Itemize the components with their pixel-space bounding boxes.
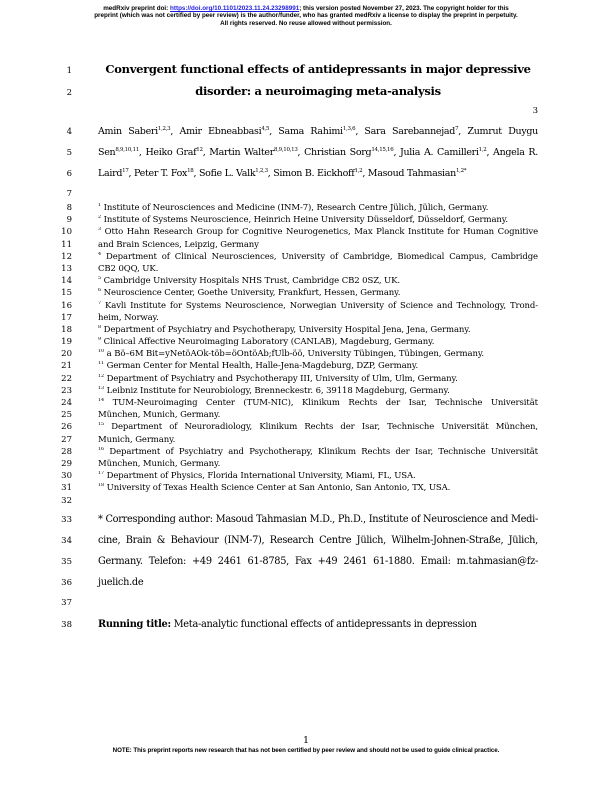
line-number: 18	[61, 324, 72, 335]
document-line	[56, 535, 538, 556]
line-text: Amin Saberi$^{1,2,3}$, Amir Ebneabbasi$^{4,5}$, Sama Rahimi$^{1,3,6}$, Sara Sarebannejad$^7$, Zumrut Duygu	[98, 126, 538, 137]
footer-note: NOTE: This preprint reports new research that has not been certified by peer review and should not be used to guide clinical practice.	[112, 747, 500, 754]
line-text: $^{14}$ TUM-Neuroimaging Center (TUM-NIC), Klinikum Rechts der Isar, Technische Universität	[98, 398, 538, 408]
document-lines	[56, 62, 538, 640]
line-number: 16	[61, 300, 72, 311]
line-text: $^7$ Kavli Institute for Systems Neuroscience, Norwegian University of Science and Technology, Trond-	[98, 300, 538, 311]
document-line	[56, 556, 538, 577]
line-text: CB2 0QQ, UK.	[98, 263, 159, 274]
document-line	[56, 619, 538, 640]
line-number: 5	[66, 148, 72, 158]
line-number: 33	[61, 514, 72, 525]
line-text: $^{15}$ Department of Neuroradiology, Klinikum Rechts der Isar, Technische Universität München,	[98, 422, 538, 433]
document-line	[56, 459, 538, 471]
document-line	[56, 62, 538, 84]
document-line	[56, 325, 538, 337]
line-number: 32	[61, 495, 72, 506]
line-text: München, Munich, Germany.	[98, 410, 221, 421]
line-text: Running title: Meta-analytic functional effects of antidepressants in depression	[98, 618, 477, 630]
line-text: München, Munich, Germany.	[98, 458, 221, 469]
line-number: 19	[61, 337, 72, 348]
line-text: Convergent functional effects of antidepressants in major depressive	[105, 62, 531, 76]
document-line	[56, 264, 538, 276]
line-number: 36	[61, 577, 72, 588]
document-line	[56, 410, 538, 422]
document-line	[56, 203, 538, 215]
line-number: 29	[61, 458, 72, 469]
line-number: 37	[61, 597, 72, 608]
line-text: $^{18}$ University of Texas Health Science Center at San Antonio, San Antonio, TX, USA.	[98, 483, 451, 494]
line-number: 23	[61, 385, 72, 396]
document-line	[56, 301, 538, 313]
line-text: $^4$ Department of Clinical Neurosciences, University of Cambridge, Biomedical Campus, Cambridge	[98, 251, 538, 262]
line-number: 34	[61, 535, 72, 546]
document-line	[56, 514, 538, 535]
line-number: 35	[61, 556, 72, 567]
line-number: 26	[61, 422, 72, 433]
line-number: 30	[61, 471, 72, 482]
document-line	[56, 288, 538, 300]
line-number: 7	[66, 189, 72, 199]
line-text: $^{13}$ Leibniz Institute for Neurobiology, Brenneckestr. 6, 39118 Magdeburg, Germany.	[98, 385, 450, 396]
line-text: juelich.de	[98, 576, 144, 588]
line-text: $^3$ Otto Hahn Research Group for Cognitive Neurogenetics, Max Planck Institute for Human Cognitive	[98, 227, 538, 238]
doi-link[interactable]: https://doi.org/10.1101/2023.11.24.23298991	[170, 5, 300, 12]
document-line	[56, 398, 538, 410]
document-line	[56, 252, 538, 264]
line-number: 38	[61, 619, 72, 630]
line-text: cine, Brain & Behaviour (INM-7), Research Centre Jülich, Wilhelm-Johnen-Straße, Jülich,	[98, 534, 538, 546]
line-number: 2	[66, 88, 72, 98]
document-line	[56, 106, 538, 126]
line-text: $^{10}$ a Bö–6M Bit=yNetöÄOk-töb=öOntöÄb;fÜlb-öö, University Tübingen, Tübingen, Germany.	[98, 349, 485, 360]
line-number: 20	[61, 349, 72, 360]
line-number: 9	[66, 215, 72, 226]
document-line	[56, 168, 538, 189]
document-line	[56, 126, 538, 147]
header-line-1	[26, 5, 586, 12]
document-line	[56, 227, 538, 239]
line-number: 27	[61, 434, 72, 445]
document-line	[56, 215, 538, 227]
line-text: * Corresponding author: Masoud Tahmasian M.D., Ph.D., Institute of Neuroscience and Medi-	[98, 513, 538, 525]
line-text: Munich, Germany.	[98, 434, 176, 445]
header-line-3: All rights reserved. No reuse allowed without permission.	[220, 19, 392, 27]
document-line	[56, 349, 538, 361]
page-number: 1	[302, 735, 310, 746]
document-line	[56, 386, 538, 398]
document-line	[56, 189, 538, 203]
line-text: heim, Norway.	[98, 312, 159, 323]
line-text: Germany. Telefon: +49 2461 61-8785, Fax +49 2461 61-1880. Email: m.tahmasian@fz-	[98, 555, 538, 567]
line-number: 13	[61, 263, 72, 274]
line-text: Sen$^{8,9,10,11}$, Heiko Graf$^{12}$, Martin Walter$^{8,9,10,13}$, Christian Sorg$^{14,15,16}$, Julia A. Camilleri$^{1,2}$, Angela R.	[98, 147, 538, 158]
document-line	[56, 577, 538, 598]
line-text: $^6$ Neuroscience Center, Goethe University, Frankfurt, Hessen, Germany.	[98, 288, 401, 299]
document-line	[56, 240, 538, 252]
line-text: $^1$ Institute of Neurosciences and Medicine (INM-7), Research Centre Jülich, Jülich, Germany.	[98, 203, 489, 213]
line-number: 14	[61, 276, 72, 287]
document-line	[56, 471, 538, 483]
document-line	[56, 496, 538, 514]
line-text: $^{12}$ Department of Psychiatry and Psychotherapy III, University of Ulm, Ulm, Germany.	[98, 373, 458, 384]
document-line	[56, 276, 538, 288]
line-text: and Brain Sciences, Leipzig, Germany	[98, 239, 259, 250]
line-number: 28	[61, 446, 72, 457]
line-text: $^5$ Cambridge University Hospitals NHS Trust, Cambridge CB2 0SZ, UK.	[98, 276, 400, 287]
document-line	[56, 374, 538, 386]
document-line	[56, 313, 538, 325]
line-number: 11	[61, 239, 72, 250]
line-number: 1	[66, 66, 72, 76]
document-line	[56, 422, 538, 434]
line-number: 21	[61, 361, 72, 372]
line-text: disorder: a neuroimaging meta-analysis	[195, 84, 441, 98]
medrxiv-header	[26, 5, 586, 27]
line-number: 12	[61, 251, 72, 262]
header-line1-suffix: ; this version posted November 27, 2023. The copyright holder for this	[299, 5, 509, 12]
line-text: $^{16}$ Department of Psychiatry and Psychotherapy, Klinikum Rechts der Isar, Technische Universität	[98, 446, 538, 457]
document-line	[56, 84, 538, 106]
document-line	[56, 337, 538, 349]
line-number: 31	[61, 483, 72, 494]
line-text: $^9$ Clinical Affective Neuroimaging Laboratory (CANLAB), Magdeburg, Germany.	[98, 337, 435, 348]
line-number: 25	[61, 410, 72, 421]
line-number: 24	[61, 398, 72, 408]
line-number: 22	[61, 373, 72, 384]
document-line	[56, 447, 538, 459]
line-number: 4	[66, 127, 72, 137]
line-text: $^2$ Institute of Systems Neuroscience, Heinrich Heine University Düsseldorf, Düsseldorf, Germany.	[98, 215, 508, 226]
document-line	[56, 598, 538, 619]
line-number: 17	[61, 312, 72, 323]
document-line	[56, 435, 538, 447]
line-number: 8	[66, 203, 72, 213]
line-text: Laird$^{17}$, Peter T. Fox$^{18}$, Sofie L. Valk$^{1,2,3}$, Simon B. Eickhoff$^{1,2}$, Masoud Tahmasian$^{1,2*}$	[98, 168, 467, 179]
line-number: 6	[66, 169, 72, 179]
line-number: 10	[61, 227, 72, 238]
document-line	[56, 483, 538, 495]
header-doi-prefix: medRxiv preprint doi:	[103, 5, 171, 12]
line-text: $^{17}$ Department of Physics, Florida International University, Miami, FL, USA.	[98, 471, 416, 482]
line-number: 15	[61, 288, 72, 299]
line-text: $^{11}$ German Center for Mental Health, Halle-Jena-Magdeburg, DZP, Germany.	[98, 361, 419, 372]
header-line-2: preprint (which was not certified by peer review) is the author/funder, who has granted medRxiv a license to display the preprint in perpetuity.	[94, 12, 518, 20]
document-line	[56, 361, 538, 373]
document-line	[56, 147, 538, 168]
line-text: $^8$ Department of Psychiatry and Psychotherapy, University Hospital Jena, Jena, Germany.	[98, 324, 471, 335]
line-text: 3	[532, 106, 538, 116]
